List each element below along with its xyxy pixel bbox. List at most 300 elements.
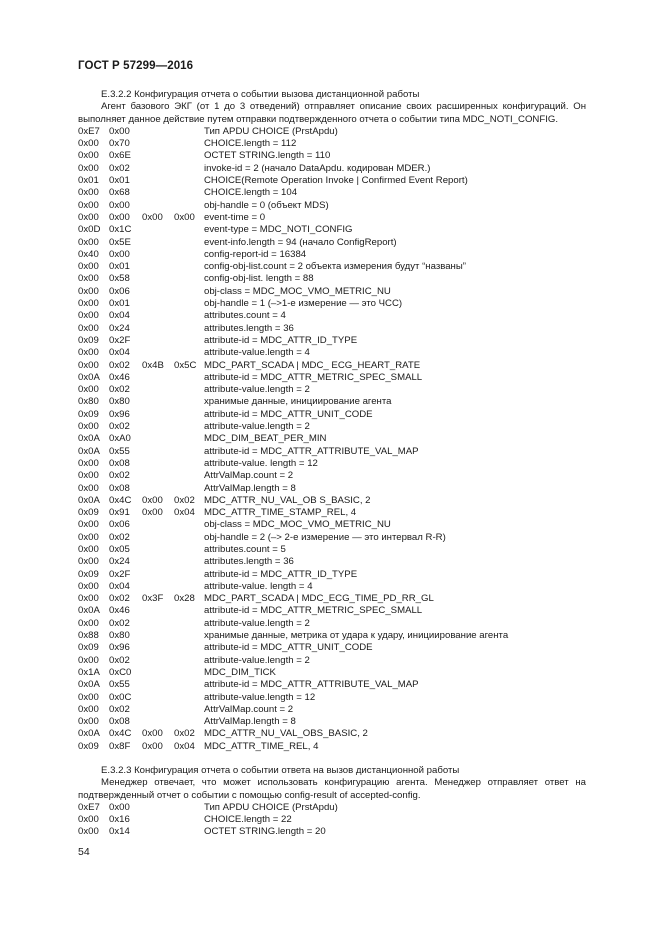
table-row bbox=[78, 298, 508, 310]
hex-byte bbox=[174, 335, 204, 347]
table-row bbox=[78, 163, 508, 175]
row-description: Тип APDU CHOICE (PrstApdu) bbox=[204, 125, 338, 137]
hex-byte: 0x00 bbox=[78, 347, 99, 359]
hex-byte bbox=[174, 581, 204, 593]
table-row bbox=[78, 618, 508, 630]
hex-byte bbox=[174, 409, 204, 421]
hex-byte: 0x00 bbox=[78, 580, 99, 592]
hex-byte: 0x02 bbox=[109, 384, 130, 396]
hex-byte: 0x00 bbox=[78, 593, 99, 605]
hex-byte: 0x00 bbox=[109, 248, 130, 260]
table-row bbox=[78, 396, 508, 408]
table-row bbox=[78, 286, 508, 298]
hex-byte: 0x0C bbox=[109, 691, 132, 703]
hex-byte bbox=[142, 396, 174, 408]
hex-byte: 0x02 bbox=[109, 421, 130, 433]
hex-byte bbox=[142, 556, 174, 568]
hex-byte: 0x01 bbox=[109, 175, 130, 187]
page-header: ГОСТ Р 57299—2016 bbox=[78, 60, 194, 72]
hex-byte bbox=[174, 605, 204, 617]
table-row bbox=[78, 655, 508, 667]
hex-byte bbox=[174, 655, 204, 667]
hex-byte: 0x00 bbox=[78, 556, 99, 568]
hex-byte: 0x00 bbox=[78, 310, 99, 322]
table-row bbox=[78, 261, 508, 273]
row-description: CHOICE.length = 104 bbox=[204, 187, 298, 199]
section-title: E.3.2.2 Конфигурация отчета о событии вызова дистанционной работы bbox=[101, 89, 420, 100]
row-description: attribute-id = MDC_ATTR_ID_TYPE bbox=[204, 568, 358, 580]
hex-byte: 0x01 bbox=[109, 261, 130, 273]
hex-byte bbox=[174, 126, 204, 138]
hex-byte bbox=[174, 310, 204, 322]
hex-dump-table bbox=[78, 126, 508, 753]
section-paragraph: Агент базового ЭКГ (от 1 до 3 отведений) отправляет описание своих расширенных конфигураций. Он выполняет данное действие путем отправки подтвержденного отчета о событии типа MDC_NOTI_CONFIG. bbox=[78, 101, 586, 125]
hex-byte bbox=[142, 642, 174, 654]
hex-byte bbox=[142, 630, 174, 642]
hex-byte: 0x0A bbox=[78, 605, 100, 617]
hex-byte: 0x01 bbox=[109, 298, 130, 310]
hex-byte bbox=[142, 679, 174, 691]
hex-byte: 0x00 bbox=[142, 728, 163, 740]
table-row bbox=[78, 335, 508, 347]
hex-byte: 0x00 bbox=[78, 531, 99, 543]
hex-byte: 0x09 bbox=[78, 334, 99, 346]
hex-byte: 0x00 bbox=[78, 543, 99, 555]
table-row bbox=[78, 249, 508, 261]
row-description: CHOICE.length = 112 bbox=[204, 138, 297, 150]
hex-byte: 0x00 bbox=[78, 138, 99, 150]
hex-byte bbox=[142, 458, 174, 470]
section-e3-2-2 bbox=[78, 89, 586, 753]
row-description: obj-handle = 1 (–>1-е измерение — это ЧСС) bbox=[204, 298, 403, 310]
hex-byte bbox=[174, 150, 204, 162]
hex-byte: 0x5C bbox=[174, 359, 197, 371]
hex-byte: 0x96 bbox=[109, 408, 130, 420]
hex-byte: 0x00 bbox=[78, 273, 99, 285]
hex-byte bbox=[142, 446, 174, 458]
hex-byte: 0x00 bbox=[78, 187, 99, 199]
hex-byte bbox=[174, 704, 204, 716]
hex-byte bbox=[142, 138, 174, 150]
hex-byte: 0x05 bbox=[109, 543, 130, 555]
table-row bbox=[78, 409, 508, 421]
hex-byte: 0x00 bbox=[78, 826, 99, 838]
row-description: OCTET STRING.length = 20 bbox=[204, 826, 326, 838]
table-row bbox=[78, 716, 508, 728]
hex-byte: 0x0A bbox=[78, 445, 100, 457]
hex-byte: 0x00 bbox=[78, 703, 99, 715]
hex-byte: 0x04 bbox=[174, 740, 195, 752]
hex-byte: 0x02 bbox=[174, 494, 195, 506]
hex-byte bbox=[142, 261, 174, 273]
table-row bbox=[78, 679, 508, 691]
row-description: attributes.length = 36 bbox=[204, 322, 294, 334]
hex-byte bbox=[174, 814, 204, 826]
row-description: attribute-id = MDC_ATTR_UNIT_CODE bbox=[204, 408, 373, 420]
hex-byte: 0x00 bbox=[109, 211, 130, 223]
hex-byte bbox=[174, 187, 204, 199]
row-description: AttrValMap.length = 8 bbox=[204, 716, 296, 728]
hex-byte: 0x00 bbox=[78, 482, 99, 494]
hex-byte: 0x55 bbox=[109, 679, 130, 691]
row-description: Тип APDU CHOICE (PrstApdu) bbox=[204, 801, 338, 813]
hex-byte: 0x16 bbox=[109, 814, 130, 826]
hex-byte: 0x02 bbox=[109, 617, 130, 629]
hex-byte: 0x00 bbox=[109, 801, 130, 813]
hex-byte: 0x40 bbox=[78, 248, 99, 260]
row-description: obj-class = MDC_MOC_VMO_METRIC_NU bbox=[204, 519, 391, 531]
hex-byte: 0x00 bbox=[78, 261, 99, 273]
hex-byte: 0x09 bbox=[78, 642, 99, 654]
table-row bbox=[78, 741, 508, 753]
hex-byte: 0x88 bbox=[78, 630, 99, 642]
hex-byte: 0x00 bbox=[78, 470, 99, 482]
hex-byte: 0x4C bbox=[109, 728, 132, 740]
hex-byte: 0x04 bbox=[109, 580, 130, 592]
hex-byte: 0x24 bbox=[109, 556, 130, 568]
hex-byte bbox=[142, 310, 174, 322]
hex-byte: 0x02 bbox=[109, 359, 130, 371]
hex-byte bbox=[174, 384, 204, 396]
hex-byte bbox=[174, 446, 204, 458]
hex-byte: 0x01 bbox=[78, 175, 99, 187]
row-description: MDC_PART_SCADA | MDC_ ECG_HEART_RATE bbox=[204, 359, 421, 371]
hex-byte: 0x00 bbox=[78, 421, 99, 433]
hex-byte: 0x00 bbox=[78, 519, 99, 531]
table-row bbox=[78, 273, 508, 285]
hex-byte bbox=[142, 470, 174, 482]
hex-byte bbox=[174, 802, 204, 814]
row-description: obj-class = MDC_MOC_VMO_METRIC_NU bbox=[204, 285, 391, 297]
hex-byte: 0x00 bbox=[78, 716, 99, 728]
row-description: attribute-value.length = 2 bbox=[204, 654, 310, 666]
table-row bbox=[78, 372, 508, 384]
hex-byte bbox=[142, 175, 174, 187]
row-description: attribute-id = MDC_ATTR_METRIC_SPEC_SMALL bbox=[204, 605, 423, 617]
hex-byte: 0x00 bbox=[78, 298, 99, 310]
table-row bbox=[78, 814, 338, 826]
table-row bbox=[78, 470, 508, 482]
hex-byte bbox=[142, 150, 174, 162]
table-row bbox=[78, 347, 508, 359]
hex-byte: 0xA0 bbox=[109, 433, 131, 445]
hex-byte: 0x04 bbox=[174, 507, 195, 519]
row-description: хранимые данные, метрика от удара к удару, инициирование агента bbox=[204, 630, 509, 642]
table-row bbox=[78, 483, 508, 495]
hex-byte: 0x68 bbox=[109, 187, 130, 199]
table-row bbox=[78, 126, 508, 138]
hex-byte bbox=[174, 544, 204, 556]
hex-byte: 0x1C bbox=[109, 224, 132, 236]
table-row bbox=[78, 667, 508, 679]
table-row bbox=[78, 630, 508, 642]
row-description: MDC_DIM_TICK bbox=[204, 666, 276, 678]
row-description: event-info.length = 94 (начало ConfigReport) bbox=[204, 236, 397, 248]
hex-byte bbox=[142, 286, 174, 298]
hex-byte: 0x80 bbox=[78, 396, 99, 408]
hex-byte: 0x00 bbox=[78, 236, 99, 248]
row-description: attribute-value.length = 2 bbox=[204, 617, 310, 629]
hex-byte bbox=[174, 273, 204, 285]
row-description: AttrValMap.count = 2 bbox=[204, 703, 294, 715]
hex-byte bbox=[142, 224, 174, 236]
hex-byte bbox=[142, 519, 174, 531]
row-description: attribute-id = MDC_ATTR_ID_TYPE bbox=[204, 334, 358, 346]
hex-byte: 0x00 bbox=[109, 125, 130, 137]
hex-byte bbox=[174, 138, 204, 150]
table-row bbox=[78, 237, 508, 249]
row-description: MDC_PART_SCADA | MDC_ECG_TIME_PD_RR_GL bbox=[204, 593, 434, 605]
hex-byte: 0x46 bbox=[109, 605, 130, 617]
hex-byte bbox=[174, 433, 204, 445]
table-row bbox=[78, 212, 508, 224]
row-description: MDC_ATTR_TIME_STAMP_REL, 4 bbox=[204, 507, 357, 519]
table-row bbox=[78, 802, 338, 814]
hex-byte: 0x4B bbox=[142, 359, 164, 371]
row-description: obj-handle = 2 (–> 2-е измерение — это интервал R-R) bbox=[204, 531, 446, 543]
hex-byte: 0x00 bbox=[78, 691, 99, 703]
row-description: attribute-value.length = 2 bbox=[204, 384, 310, 396]
hex-byte: 0x91 bbox=[109, 507, 130, 519]
hex-byte bbox=[142, 323, 174, 335]
hex-byte: 0x04 bbox=[109, 347, 130, 359]
row-description: config-report-id = 16384 bbox=[204, 248, 307, 260]
hex-byte: 0x08 bbox=[109, 482, 130, 494]
table-row bbox=[78, 826, 338, 838]
hex-byte bbox=[142, 421, 174, 433]
hex-byte: 0x00 bbox=[142, 211, 163, 223]
table-row bbox=[78, 519, 508, 531]
hex-byte bbox=[174, 200, 204, 212]
row-description: MDC_ATTR_TIME_REL, 4 bbox=[204, 740, 319, 752]
hex-byte: 0x2F bbox=[109, 568, 131, 580]
row-description: event-type = MDC_NOTI_CONFIG bbox=[204, 224, 353, 236]
table-row bbox=[78, 556, 508, 568]
table-row bbox=[78, 187, 508, 199]
row-description: obj-handle = 0 (объект MDS) bbox=[204, 199, 329, 211]
hex-byte bbox=[142, 347, 174, 359]
hex-byte: 0x00 bbox=[78, 285, 99, 297]
hex-byte: 0x80 bbox=[109, 396, 130, 408]
hex-byte bbox=[142, 433, 174, 445]
row-description: attribute-id = MDC_ATTR_METRIC_SPEC_SMALL bbox=[204, 371, 423, 383]
hex-dump-table bbox=[78, 802, 338, 839]
hex-byte bbox=[174, 556, 204, 568]
hex-byte: 0x4C bbox=[109, 494, 132, 506]
hex-byte: 0x0A bbox=[78, 728, 100, 740]
hex-byte bbox=[142, 667, 174, 679]
hex-byte bbox=[174, 249, 204, 261]
row-description: attribute-id = MDC_ATTR_ATTRIBUTE_VAL_MAP bbox=[204, 445, 419, 457]
hex-byte: 0x46 bbox=[109, 371, 130, 383]
hex-byte bbox=[142, 298, 174, 310]
hex-byte: 0x0A bbox=[78, 494, 100, 506]
hex-byte: 0x5E bbox=[109, 236, 131, 248]
hex-byte bbox=[142, 826, 174, 838]
hex-byte: 0x0A bbox=[78, 371, 100, 383]
hex-byte: 0x8F bbox=[109, 740, 131, 752]
hex-byte: 0x58 bbox=[109, 273, 130, 285]
hex-byte: 0x0D bbox=[78, 224, 101, 236]
table-row bbox=[78, 728, 508, 740]
hex-byte: 0x08 bbox=[109, 457, 130, 469]
table-row bbox=[78, 360, 508, 372]
table-row bbox=[78, 138, 508, 150]
table-row bbox=[78, 593, 508, 605]
hex-byte: 0x00 bbox=[78, 322, 99, 334]
hex-byte: 0x02 bbox=[109, 703, 130, 715]
hex-byte: 0x80 bbox=[109, 630, 130, 642]
row-description: MDC_ATTR_NU_VAL_OBS_BASIC, 2 bbox=[204, 728, 368, 740]
hex-byte: 0x00 bbox=[78, 457, 99, 469]
hex-byte: 0xE7 bbox=[78, 125, 100, 137]
table-row bbox=[78, 224, 508, 236]
table-row bbox=[78, 581, 508, 593]
row-description: CHOICE.length = 22 bbox=[204, 814, 292, 826]
row-description: attributes.count = 4 bbox=[204, 310, 286, 322]
hex-byte bbox=[174, 483, 204, 495]
table-row bbox=[78, 175, 508, 187]
table-row bbox=[78, 704, 508, 716]
hex-byte: 0x28 bbox=[174, 593, 195, 605]
table-row bbox=[78, 421, 508, 433]
row-description: attributes.length = 36 bbox=[204, 556, 294, 568]
hex-byte bbox=[174, 618, 204, 630]
table-row bbox=[78, 384, 508, 396]
hex-byte bbox=[174, 175, 204, 187]
table-row bbox=[78, 569, 508, 581]
hex-byte bbox=[174, 347, 204, 359]
row-description: attributes.count = 5 bbox=[204, 543, 286, 555]
hex-byte: 0x70 bbox=[109, 138, 130, 150]
row-description: OCTET STRING.length = 110 bbox=[204, 150, 331, 162]
hex-byte bbox=[142, 384, 174, 396]
table-row bbox=[78, 446, 508, 458]
hex-byte: 0x02 bbox=[109, 593, 130, 605]
hex-byte: 0x00 bbox=[78, 384, 99, 396]
hex-byte: 0x0A bbox=[78, 433, 100, 445]
hex-byte: 0x00 bbox=[78, 359, 99, 371]
page-number: 54 bbox=[78, 846, 90, 858]
hex-byte bbox=[142, 163, 174, 175]
hex-byte: 0x02 bbox=[109, 531, 130, 543]
hex-byte bbox=[142, 581, 174, 593]
table-row bbox=[78, 458, 508, 470]
hex-byte bbox=[142, 532, 174, 544]
hex-byte: 0x06 bbox=[109, 285, 130, 297]
hex-byte bbox=[142, 716, 174, 728]
hex-byte bbox=[174, 826, 204, 838]
hex-byte bbox=[142, 655, 174, 667]
hex-byte: 0x00 bbox=[78, 814, 99, 826]
hex-byte: 0x00 bbox=[142, 507, 163, 519]
hex-byte: 0x00 bbox=[78, 211, 99, 223]
table-row bbox=[78, 323, 508, 335]
hex-byte: 0xE7 bbox=[78, 801, 100, 813]
row-description: CHOICE(Remote Operation Invoke | Confirmed Event Report) bbox=[204, 175, 468, 187]
hex-byte bbox=[174, 421, 204, 433]
hex-byte: 0x14 bbox=[109, 826, 130, 838]
hex-byte bbox=[174, 237, 204, 249]
hex-byte bbox=[142, 409, 174, 421]
hex-byte bbox=[174, 261, 204, 273]
hex-byte: 0x02 bbox=[109, 654, 130, 666]
hex-byte: 0x00 bbox=[142, 740, 163, 752]
table-row bbox=[78, 692, 508, 704]
table-row bbox=[78, 200, 508, 212]
hex-byte bbox=[142, 372, 174, 384]
row-description: attribute-id = MDC_ATTR_UNIT_CODE bbox=[204, 642, 373, 654]
hex-byte bbox=[142, 273, 174, 285]
hex-byte bbox=[142, 200, 174, 212]
table-row bbox=[78, 310, 508, 322]
hex-byte bbox=[174, 372, 204, 384]
row-description: invoke-id = 2 (начало DataApdu. кодирован MDER.) bbox=[204, 162, 431, 174]
hex-byte bbox=[174, 532, 204, 544]
hex-byte bbox=[142, 126, 174, 138]
row-description: config-obj-list. length = 88 bbox=[204, 273, 314, 285]
table-row bbox=[78, 532, 508, 544]
section-title: E.3.2.3 Конфигурация отчета о событии ответа на вызов дистанционной работы bbox=[101, 765, 460, 776]
hex-byte: 0x02 bbox=[109, 162, 130, 174]
table-row bbox=[78, 642, 508, 654]
hex-byte bbox=[174, 458, 204, 470]
hex-byte bbox=[174, 396, 204, 408]
hex-byte bbox=[142, 249, 174, 261]
hex-byte: 0x02 bbox=[174, 728, 195, 740]
hex-byte: 0x3F bbox=[142, 593, 164, 605]
hex-byte: 0x08 bbox=[109, 716, 130, 728]
hex-byte bbox=[142, 569, 174, 581]
hex-byte: 0x06 bbox=[109, 519, 130, 531]
row-description: event-time = 0 bbox=[204, 211, 266, 223]
row-description: хранимые данные, инициирование агента bbox=[204, 396, 392, 408]
hex-byte: 0x00 bbox=[109, 199, 130, 211]
hex-byte bbox=[142, 618, 174, 630]
row-description: AttrValMap.length = 8 bbox=[204, 482, 296, 494]
hex-byte: 0x1A bbox=[78, 666, 100, 678]
hex-byte bbox=[142, 692, 174, 704]
row-description: config-obj-list.count = 2 объекта измерения будут “названы” bbox=[204, 261, 466, 273]
hex-byte bbox=[174, 286, 204, 298]
hex-byte bbox=[142, 802, 174, 814]
table-row bbox=[78, 605, 508, 617]
hex-byte: 0x0A bbox=[78, 679, 100, 691]
hex-byte bbox=[174, 716, 204, 728]
hex-byte bbox=[174, 163, 204, 175]
row-description: attribute-id = MDC_ATTR_ATTRIBUTE_VAL_MAP bbox=[204, 679, 419, 691]
hex-byte bbox=[142, 237, 174, 249]
row-description: attribute-value.length = 2 bbox=[204, 421, 310, 433]
hex-byte: 0x24 bbox=[109, 322, 130, 334]
hex-byte: 0x00 bbox=[142, 494, 163, 506]
hex-byte bbox=[174, 298, 204, 310]
table-row bbox=[78, 150, 508, 162]
hex-byte: 0x6E bbox=[109, 150, 131, 162]
hex-byte bbox=[174, 679, 204, 691]
row-description: attribute-value.length = 12 bbox=[204, 691, 316, 703]
hex-byte: 0x2F bbox=[109, 334, 131, 346]
hex-byte bbox=[174, 667, 204, 679]
hex-byte: 0x09 bbox=[78, 507, 99, 519]
hex-byte bbox=[142, 605, 174, 617]
hex-byte bbox=[142, 483, 174, 495]
row-description: AttrValMap.count = 2 bbox=[204, 470, 294, 482]
hex-byte bbox=[174, 642, 204, 654]
hex-byte bbox=[142, 187, 174, 199]
hex-byte bbox=[174, 569, 204, 581]
hex-byte: 0xC0 bbox=[109, 666, 132, 678]
